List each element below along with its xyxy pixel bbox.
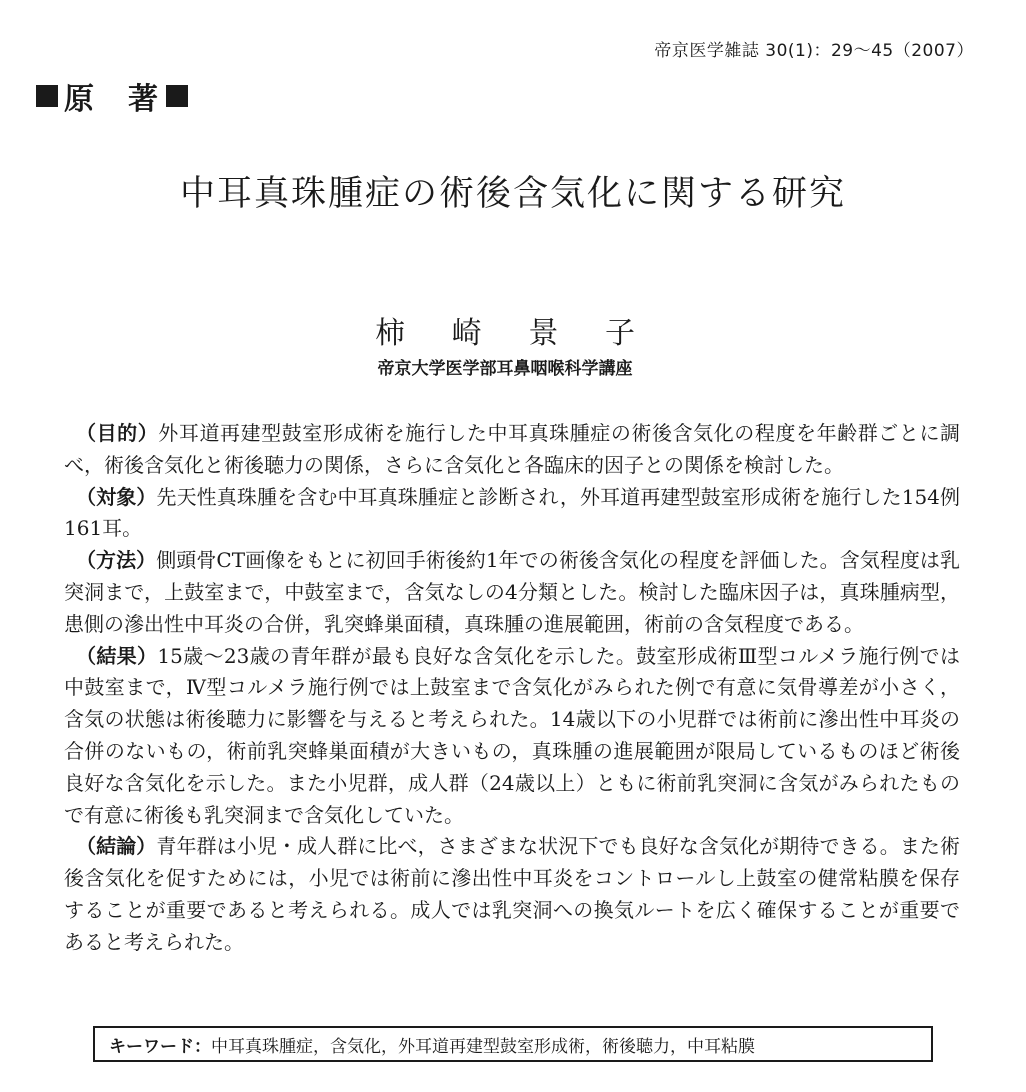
abstract-paragraph-subjects [64, 482, 960, 546]
abstract-text: 外耳道再建型鼓室形成術を施行した中耳真珠腫症の術後含気化の程度を年齢群ごとに調べ，術後含気化と術後聴力の関係，さらに含気化と各臨床的因子との関係を検討した。 [64, 421, 961, 477]
journal-citation: 帝京医学雑誌 30(1)：29～45（2007） [654, 41, 974, 61]
abstract-paragraph-methods [64, 545, 960, 640]
abstract-heading: （対象） [76, 484, 157, 509]
black-square-icon [36, 85, 58, 107]
abstract-text: 青年群は小児・成人群に比べ，さまざまな状況下でも良好な含気化が期待できる。また術後含気化を促すためには，小児では術前に滲出性中耳炎をコントロールし上鼓室の健常粘膜を保存することが重要であると考えられる。成人では乳突洞への換気ルートを広く確保することが重要であると考えられた。 [64, 834, 961, 954]
abstract-heading: （方法） [76, 548, 157, 573]
author-char: 崎 [451, 316, 482, 351]
section-label-text: 原 著 [64, 82, 160, 117]
section-label [30, 74, 194, 118]
author-affiliation: 帝京大学医学部耳鼻咽喉科学講座 [377, 359, 633, 379]
abstract-heading: （結果） [76, 643, 158, 668]
abstract-paragraph-purpose [64, 418, 960, 482]
keywords-label: キーワード： [109, 1036, 211, 1057]
article-title: 中耳真珠腫症の術後含気化に関する研究 [179, 174, 846, 214]
author-char: 子 [604, 316, 635, 351]
abstract-paragraph-results [64, 641, 960, 832]
abstract-heading: （結論） [76, 834, 157, 859]
author-name [375, 308, 635, 352]
abstract-text: 側頭骨CT画像をもとに初回手術後約1年での術後含気化の程度を評価した。含気程度は乳突洞まで，上鼓室まで，中鼓室まで，含気なしの4分類とした。検討した臨床因子は，真珠腫病型，患側の滲出性中耳炎の合併，乳突蜂巣面積，真珠腫の進展範囲，術前の含気程度である。 [64, 548, 960, 636]
abstract-heading: （目的） [76, 421, 159, 445]
author-char: 景 [528, 316, 559, 351]
author-char: 柿 [375, 316, 405, 351]
abstract [64, 418, 960, 959]
black-square-icon [166, 85, 188, 107]
abstract-paragraph-conclusion [64, 831, 960, 958]
keywords-box [93, 1026, 933, 1062]
keywords-list: 中耳真珠腫症，含気化，外耳道再建型鼓室形成術，術後聴力，中耳粘膜 [211, 1036, 755, 1057]
abstract-text: 先天性真珠腫を含む中耳真珠腫症と診断され，外耳道再建型鼓室形成術を施行した154例161耳。 [64, 484, 961, 541]
abstract-text: 15歳～23歳の青年群が最も良好な含気化を示した。鼓室形成術Ⅲ型コルメラ施行例では中鼓室まで，Ⅳ型コルメラ施行例では上鼓室まで含気化がみられた例で有意に気骨導差が小さく，含気の状態は術後聴力に影響を与えると考えられた。14歳以下の小児群では術前に滲出性中耳炎の合併のないもの，術前乳突蜂巣面積が大きいもの，真珠腫の進展範囲が限局しているものほど術後良好な含気化を示した。また小児群，成人群（24歳以上）ともに術前乳突洞に含気がみられたもので有意に術後も乳突洞まで含気化していた。 [64, 643, 960, 827]
